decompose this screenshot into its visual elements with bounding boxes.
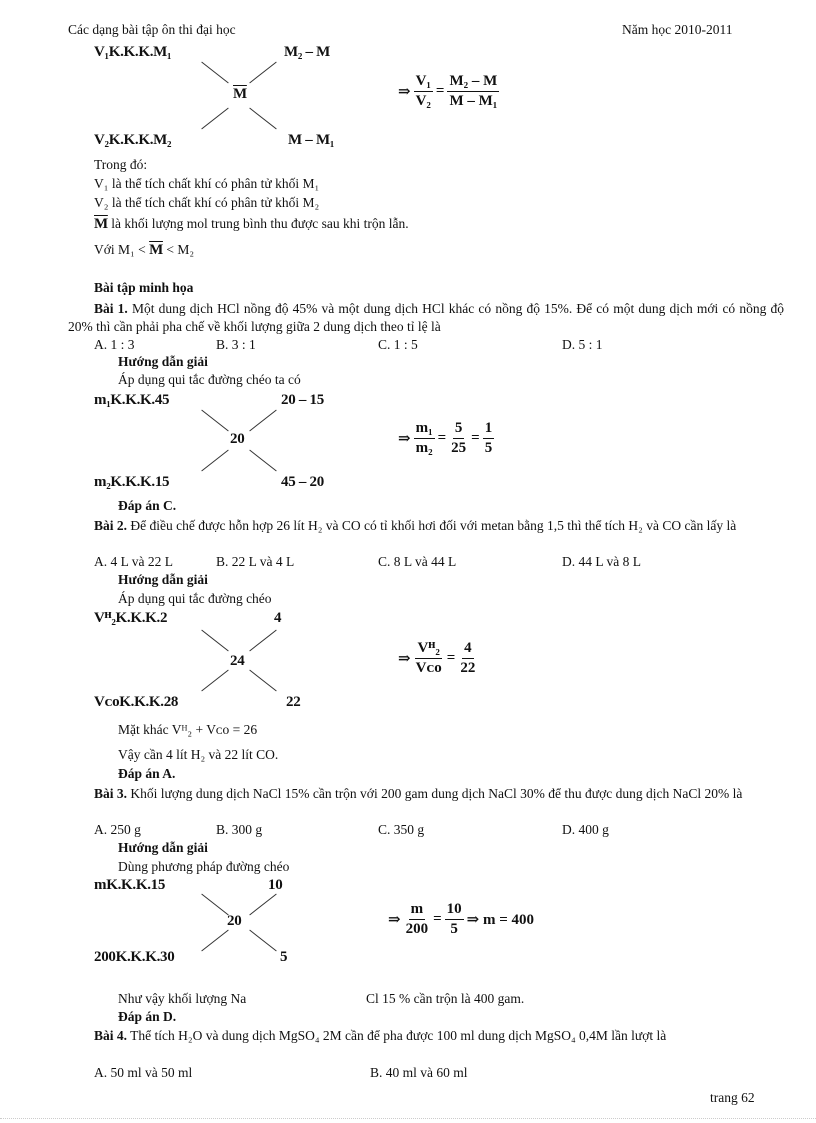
option: D. 5 : 1 bbox=[562, 337, 603, 352]
mean-symbol: $\overline{M}$ bbox=[94, 216, 108, 232]
diagram-line bbox=[249, 450, 276, 472]
diagram-line bbox=[201, 410, 228, 432]
diagram-center: 20 bbox=[230, 431, 245, 447]
answer: Đáp án A. bbox=[118, 766, 176, 781]
conclusion-right: Cl 15 % cần trộn là 400 gam. bbox=[366, 991, 525, 1006]
ratio-numerator: 1 bbox=[483, 420, 495, 439]
diagram-line bbox=[201, 894, 228, 916]
extra-line: Vậy cần 4 lít H₂ và 22 lít CO. bbox=[118, 747, 279, 762]
option: A. 250 g bbox=[94, 822, 141, 837]
option: A. 50 ml và 50 ml bbox=[94, 1065, 193, 1080]
page-bottom-rule bbox=[0, 1118, 816, 1119]
question-label: Bài 4. bbox=[94, 1028, 128, 1043]
question-3 bbox=[68, 785, 784, 803]
option: C. 8 L và 44 L bbox=[378, 554, 457, 569]
diagram1-bottom-right: M – M₁ bbox=[288, 132, 335, 148]
ratio-denominator: 22 bbox=[460, 660, 476, 676]
diagram1-top-left: V₁K.K.K.M₁ bbox=[94, 44, 172, 60]
answer: Đáp án D. bbox=[118, 1009, 177, 1024]
definition-line: Trong đó: bbox=[94, 157, 148, 172]
guide-text: Áp dụng qui tắc đường chéo ta có bbox=[118, 372, 301, 387]
question-text: Một dung dịch HCl nồng độ 45% và một dung dịch HCl khác có nồng độ 15%. Để có một dung dịch mới có nồng độ 20% thì cần phải pha chế về khối lượng giữa 2 dung dịch theo tỉ lệ là bbox=[68, 301, 784, 334]
option: B. 22 L và 4 L bbox=[216, 554, 295, 569]
definition-line: V₁ là thể tích chất khí có phân tử khối M₁ bbox=[94, 176, 320, 191]
guide-text: Áp dụng qui tắc đường chéo bbox=[118, 591, 272, 606]
diagram-line bbox=[249, 670, 276, 692]
question-text: Để điều chế được hỗn hợp 26 lít H₂ và CO có tỉ khối hơi đối với metan bằng 1,5 thì thể tích H₂ và CO cần lấy là bbox=[130, 518, 737, 533]
guide-text: Dùng phương pháp đường chéo bbox=[118, 859, 290, 874]
option: C. 350 g bbox=[378, 822, 425, 837]
diagram-bottom-left: VᴄᴏK.K.K.28 bbox=[94, 694, 179, 710]
diagram-top-left: Vᴴ₂K.K.K.2 bbox=[94, 610, 168, 626]
ratio-denominator: V₂ bbox=[415, 93, 431, 109]
diagram-top-right: 10 bbox=[268, 877, 283, 893]
diagram1-ratio: ⇒ $\frac{\text{V₁}}{\text{V₂}}$ = $\frac{\text{M₂ – M}}{\text{M – M₁}}$ bbox=[398, 73, 498, 109]
diagram1-top-right: M₂ – M bbox=[284, 44, 331, 60]
definition-line bbox=[94, 216, 409, 233]
answer: Đáp án C. bbox=[118, 498, 177, 513]
question-label: Bài 1. bbox=[94, 301, 128, 316]
question-text: Khối lượng dung dịch NaCl 15% cần trộn với 200 gam dung dịch NaCl 30% để thu được dung dịch NaCl 20% là bbox=[130, 786, 743, 801]
ratio-numerator: 5 bbox=[453, 420, 465, 439]
implies-arrow: ⇒ bbox=[398, 431, 411, 447]
question-label: Bài 3. bbox=[94, 786, 128, 801]
question-4 bbox=[68, 1027, 784, 1045]
ratio-denominator: 200 bbox=[405, 921, 429, 937]
option: B. 40 ml và 60 ml bbox=[370, 1065, 468, 1080]
ratio-denominator: m₂ bbox=[415, 440, 433, 456]
diagram-line bbox=[249, 630, 276, 652]
diagram-top-left: mK.K.K.15 bbox=[94, 877, 166, 893]
ratio-numerator: Vᴴ₂ bbox=[415, 640, 441, 659]
implies-arrow: ⇒ bbox=[388, 912, 401, 928]
question-label: Bài 2. bbox=[94, 518, 128, 533]
diagram1-bottom-left: V₂K.K.K.M₂ bbox=[94, 132, 172, 148]
ratio-numerator: m bbox=[409, 901, 426, 920]
diagram-ratio: ⇒ $\frac{m}{200}$ = $\frac{10}{5}$ ⇒ m = 400 bbox=[388, 901, 535, 937]
option: C. 1 : 5 bbox=[378, 337, 418, 352]
extra-line: Mặt khác Vᴴ₂ + Vᴄᴏ = 26 bbox=[118, 722, 258, 737]
diagram-ratio: ⇒ $\frac{\text{m₁}}{\text{m₂}}$ = $\frac{5}{25}$ = $\frac{1}{5}$ bbox=[398, 420, 493, 456]
guide-title: Hướng dẫn giải bbox=[118, 572, 208, 587]
diagram-top-right: 4 bbox=[274, 610, 282, 626]
diagram-center: 20 bbox=[227, 913, 242, 929]
option: D. 400 g bbox=[562, 822, 609, 837]
diagram-line bbox=[249, 410, 276, 432]
diagram-bottom-right: 5 bbox=[280, 949, 288, 965]
ratio-numerator: 10 bbox=[445, 901, 464, 920]
header-left: Các dạng bài tập ôn thi đại học bbox=[68, 22, 236, 37]
diagram-bottom-left: 200K.K.K.30 bbox=[94, 949, 175, 965]
definition-line bbox=[94, 242, 194, 259]
implies-arrow: ⇒ bbox=[398, 84, 411, 100]
option: A. 1 : 3 bbox=[94, 337, 135, 352]
mean-symbol: $\overline{M}$ bbox=[149, 242, 163, 258]
option: A. 4 L và 22 L bbox=[94, 554, 173, 569]
diagram1-line bbox=[249, 62, 276, 84]
diagram-bottom-right: 22 bbox=[286, 694, 301, 710]
option: B. 3 : 1 bbox=[216, 337, 256, 352]
diagram-line bbox=[201, 670, 228, 692]
ratio-denominator: 5 bbox=[450, 921, 458, 937]
diagram-top-left: m₁K.K.K.45 bbox=[94, 392, 170, 408]
definition-line: V₂ là thể tích chất khí có phân tử khối M₂ bbox=[94, 195, 320, 210]
definition-text: Với M₁ < bbox=[94, 242, 146, 257]
diagram-line bbox=[201, 630, 228, 652]
ratio-result: ⇒ m = 400 bbox=[466, 912, 535, 928]
diagram-line bbox=[201, 450, 228, 472]
diagram-line bbox=[201, 930, 228, 952]
diagram-bottom-right: 45 – 20 bbox=[281, 474, 324, 490]
diagram-top-right: 20 – 15 bbox=[281, 392, 324, 408]
header-right: Năm học 2010-2011 bbox=[622, 22, 733, 37]
diagram-center: 24 bbox=[230, 653, 245, 669]
question-text: Thể tích H₂O và dung dịch MgSO₄ 2M cần để pha được 100 ml dung dịch MgSO₄ 0,4M lần lượt là bbox=[130, 1028, 667, 1043]
ratio-denominator: Vᴄᴏ bbox=[415, 660, 442, 676]
diagram1-line bbox=[249, 108, 276, 130]
diagram-line bbox=[249, 930, 276, 952]
ratio-numerator: 4 bbox=[462, 640, 474, 659]
section-title: Bài tập minh họa bbox=[94, 280, 194, 295]
implies-arrow: ⇒ bbox=[398, 651, 411, 667]
conclusion-left: Như vậy khối lượng Na bbox=[118, 991, 247, 1006]
ratio-denominator: M – M₁ bbox=[449, 93, 498, 109]
ratio-numerator: V₁ bbox=[414, 73, 433, 92]
page-number: trang 62 bbox=[710, 1090, 755, 1105]
question-1 bbox=[68, 300, 784, 336]
option: B. 300 g bbox=[216, 822, 263, 837]
ratio-numerator: m₁ bbox=[414, 420, 435, 439]
definition-text: < M₂ bbox=[166, 242, 195, 257]
ratio-denominator: 5 bbox=[484, 440, 493, 456]
option: D. 44 L và 8 L bbox=[562, 554, 641, 569]
definition-text: là khối lượng mol trung bình thu được sau khi trộn lẫn. bbox=[111, 216, 409, 231]
guide-title: Hướng dẫn giải bbox=[118, 840, 208, 855]
diagram1-line bbox=[201, 62, 228, 84]
ratio-numerator: M₂ – M bbox=[447, 73, 499, 92]
diagram-line bbox=[249, 894, 276, 916]
diagram-ratio: ⇒ Vᴴ₂ Vᴄᴏ = $\frac{4}{22}$ bbox=[398, 640, 476, 676]
diagram1-line bbox=[201, 108, 228, 130]
question-2 bbox=[68, 517, 784, 535]
ratio-denominator: 25 bbox=[451, 440, 467, 456]
guide-title: Hướng dẫn giải bbox=[118, 354, 208, 369]
diagram1-center: $\overline{M}$ bbox=[233, 86, 247, 102]
diagram-bottom-left: m₂K.K.K.15 bbox=[94, 474, 170, 490]
